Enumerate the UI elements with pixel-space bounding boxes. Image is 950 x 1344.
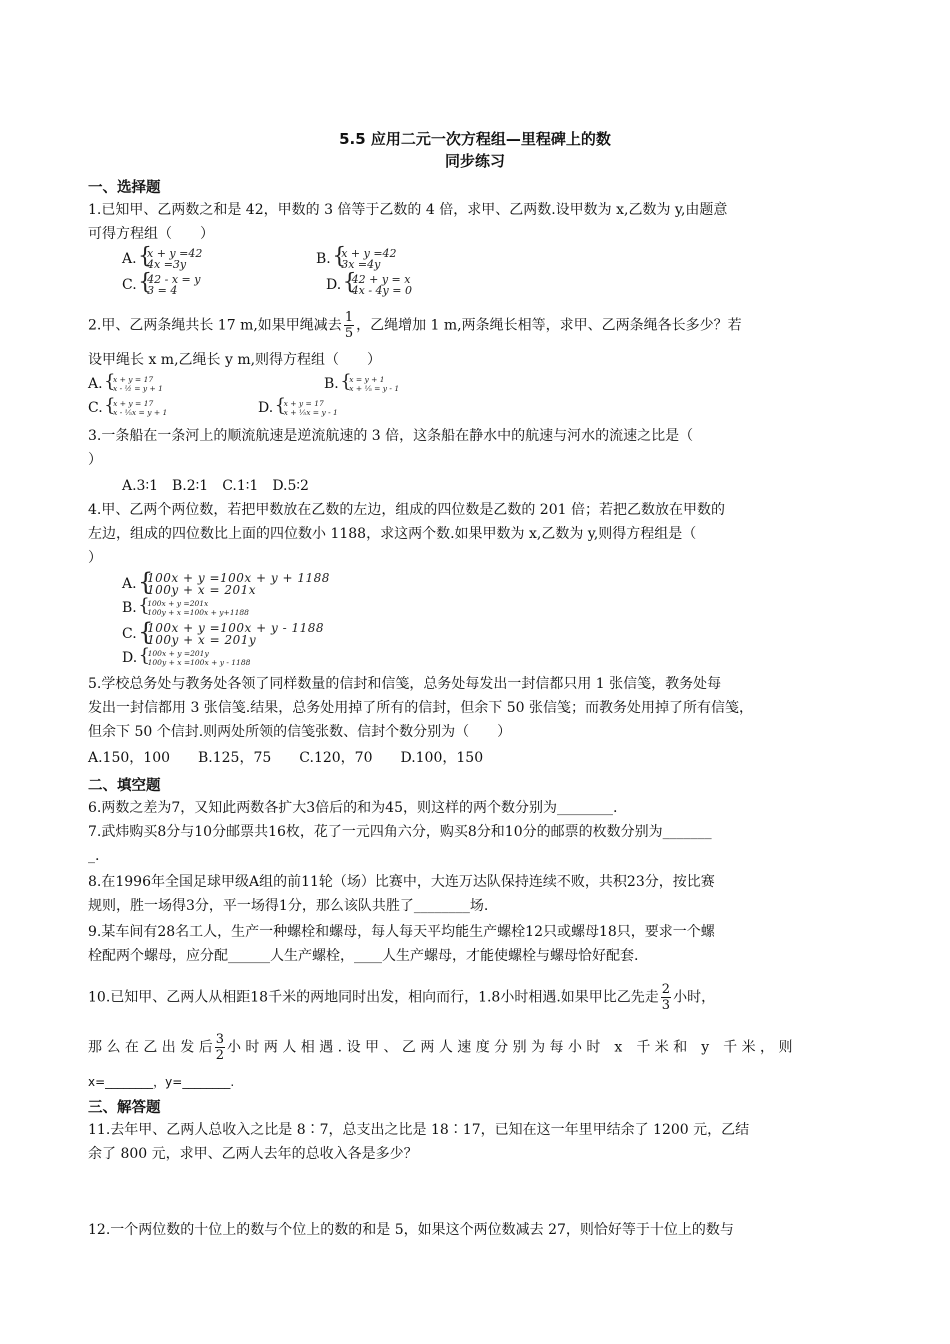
q3-line1: 3.一条船在一条河上的顺流航速是逆流航速的 3 倍，这条船在静水中的航速与河水的流速之比是（ — [88, 428, 694, 444]
equation: 100y + x =100x + y+1188 — [147, 608, 249, 617]
equation: { x + y =42 — [341, 247, 397, 260]
equation: 3x =4y — [341, 258, 381, 271]
numerator: 2 — [661, 982, 671, 997]
q10-line2 — [88, 1032, 793, 1063]
equation-system — [335, 248, 396, 270]
fraction — [661, 982, 671, 1013]
q1-option-a — [122, 248, 202, 270]
q10-line3: x=________，y=________. — [88, 1075, 235, 1089]
equation: { 42 + y = x — [351, 273, 411, 286]
section-choice: 一、选择题 — [88, 180, 161, 196]
q2-option-b — [324, 374, 399, 394]
text: 10.已知甲、乙两人从相距18千米的两地同时出发，相向而行，1.8小时相遇.如果甲比乙先走 — [88, 989, 659, 1006]
equation: 3 = 4 — [147, 284, 178, 297]
q1-option-d — [326, 274, 412, 296]
numerator: 1 — [344, 310, 354, 325]
equation: { x + y = 17 — [113, 375, 154, 384]
text: ，乙绳增加 1 m,两条绳长相等，求甲、乙两条绳各长多少？若 — [356, 317, 742, 334]
q5-options: A.150，100 B.125，75 C.120，70 D.100，150 — [88, 750, 484, 766]
option-label: C. — [122, 277, 137, 293]
equation: x + ⅕x = y - 1 — [283, 408, 338, 417]
equation-system — [141, 274, 200, 296]
title-main: 5.5 应用二元一次方程组—里程碑上的数 — [339, 130, 611, 148]
equation: 4x =3y — [147, 258, 187, 271]
q12-line1: 12.一个两位数的十位上的数与个位上的数的和是 5，如果这个两位数减去 27，则恰好等于十位上的数与 — [88, 1222, 734, 1238]
equation-system — [278, 399, 338, 417]
q6-line1: 6.两数之差为7，又知此两数各扩大3倍后的和为45，则这样的两个数分别为________. — [88, 800, 618, 816]
q2-line1 — [88, 310, 742, 341]
section-answer: 三、解答题 — [88, 1100, 161, 1116]
q7-line2: _. — [88, 848, 100, 864]
q1-option-b — [316, 248, 397, 270]
q1-line2: 可得方程组（ ） — [88, 226, 214, 242]
section-fill: 二、填空题 — [88, 778, 161, 794]
text: 小时， — [673, 989, 716, 1006]
q1-line1: 1.已知甲、乙两数之和是 42，甲数的 3 倍等于乙数的 4 倍，求甲、乙两数.设甲数为 x,乙数为 y,由题意 — [88, 202, 728, 218]
title-sub: 同步练习 — [444, 152, 505, 170]
equation: { 100x + y =100x + y + 1188 — [147, 571, 330, 585]
q4-option-c — [122, 622, 324, 646]
equation: 4x - 4y = 0 — [351, 284, 412, 297]
denominator: 3 — [661, 998, 671, 1013]
option-label: A. — [122, 251, 137, 267]
q1-option-c — [122, 274, 200, 296]
q4-line1: 4.甲、乙两个两位数，若把甲数放在乙数的左边，组成的四位数是乙数的 201 倍；若把乙数放在甲数的 — [88, 502, 725, 518]
equation-system — [343, 375, 399, 393]
option-label: D. — [326, 277, 342, 293]
equation: { x + y =42 — [147, 247, 203, 260]
option-label: B. — [316, 251, 331, 267]
q4-option-d — [122, 648, 250, 668]
equation: { x + y = 17 — [283, 399, 324, 408]
equation-system — [142, 649, 251, 667]
q11-line1: 11.去年甲、乙两人总收入之比是 8∶7，总支出之比是 18∶17，已知在这一年里甲结余了 1200 元，乙结 — [88, 1122, 750, 1138]
q8-line1: 8.在1996年全国足球甲级A组的前11轮（场）比赛中，大连万达队保持连续不败，共积23分，按比赛 — [88, 874, 715, 890]
equation: x - ⅕x = y + 1 — [113, 408, 168, 417]
equation-system — [141, 248, 202, 270]
equation: { 100x + y =100x + y - 1188 — [147, 621, 324, 635]
numerator: 3 — [215, 1032, 224, 1047]
denominator: 5 — [344, 326, 354, 341]
equation: 100y + x = 201x — [147, 583, 257, 597]
q4-line2: 左边，组成的四位数比上面的四位数小 1188，求这两个数.如果甲数为 x,乙数为 y,则得方程组是（ — [88, 526, 697, 542]
q4-line3: ） — [88, 550, 102, 566]
option-label: A. — [122, 576, 137, 592]
option-label: A. — [88, 376, 103, 392]
option-label: B. — [122, 600, 137, 616]
q4-option-a — [122, 572, 330, 596]
q8-line2: 规则，胜一场得3分，平一场得1分，那么该队共胜了________场. — [88, 898, 489, 914]
option-label: B. — [324, 376, 339, 392]
option-label: C. — [88, 400, 103, 416]
fraction — [344, 310, 354, 341]
option-label: D. — [122, 650, 138, 666]
q2-option-a — [88, 374, 163, 394]
text: 那 么 在 乙 出 发 后 — [88, 1039, 213, 1056]
equation-system — [346, 274, 412, 296]
equation-system — [141, 599, 249, 617]
equation-system — [107, 375, 163, 393]
denominator: 2 — [215, 1048, 224, 1063]
equation: { 100x + y =201y — [147, 649, 209, 658]
q3-options: A.3∶1 B.2∶1 C.1∶1 D.5∶2 — [122, 478, 309, 494]
equation-system — [141, 572, 330, 596]
equation: 100y + x = 201y — [147, 633, 257, 647]
equation: x + ⅕ = y - 1 — [349, 384, 400, 393]
q5-line3: 但余下 50 个信封.则两处所领的信笺张数、信封个数分别为（ ） — [88, 724, 512, 740]
q2-line2: 设甲绳长 x m,乙绳长 y m,则得方程组（ ） — [88, 352, 382, 368]
q10-line1 — [88, 982, 715, 1013]
q4-option-b — [122, 598, 249, 618]
equation: { x + y = 17 — [113, 399, 154, 408]
equation-system — [107, 399, 167, 417]
q2-option-d — [258, 398, 338, 418]
option-label: D. — [258, 400, 274, 416]
q11-line2: 余了 800 元，求甲、乙两人去年的总收入各是多少？ — [88, 1146, 418, 1162]
equation: { x = y + 1 — [349, 375, 385, 384]
fraction — [215, 1032, 225, 1063]
equation: { 42 - x = y — [147, 273, 201, 286]
text: 2.甲、乙两条绳共长 17 m,如果甲绳减去 — [88, 317, 342, 334]
text: 小 时 两 人 相 遇 . 设 甲 、 乙 两 人 速 度 分 别 为 每 小 时 x 千 米 和 y 千 米 ， 则 — [226, 1039, 793, 1056]
equation-system — [141, 622, 324, 646]
q5-line2: 发出一封信都用 3 张信笺.结果，总务处用掉了所有的信封，但余下 50 张信笺；而教务处用掉了所有信笺， — [88, 700, 753, 716]
q9-line2: 栓配两个螺母，应分配______人生产螺栓，____人生产螺母，才能使螺栓与螺母恰好配套. — [88, 948, 639, 964]
q3-line2: ） — [88, 452, 102, 468]
q2-option-c — [88, 398, 167, 418]
equation: 100y + x =100x + y - 1188 — [147, 658, 251, 667]
q5-line1: 5.学校总务处与教务处各领了同样数量的信封和信笺，总务处每发出一封信都只用 1 张信笺，教务处每 — [88, 676, 722, 692]
q9-line1: 9.某车间有28名工人，生产一种螺栓和螺母，每人每天平均能生产螺栓12只或螺母18只，要求一个螺 — [88, 924, 715, 940]
equation: x - ½ = y + 1 — [113, 384, 163, 393]
q7-line1: 7.武炜购买8分与10分邮票共16枚，花了一元四角六分，购买8分和10分的邮票的枚数分别为_______ — [88, 824, 712, 840]
equation: { 100x + y =201x — [147, 599, 209, 608]
option-label: C. — [122, 626, 137, 642]
